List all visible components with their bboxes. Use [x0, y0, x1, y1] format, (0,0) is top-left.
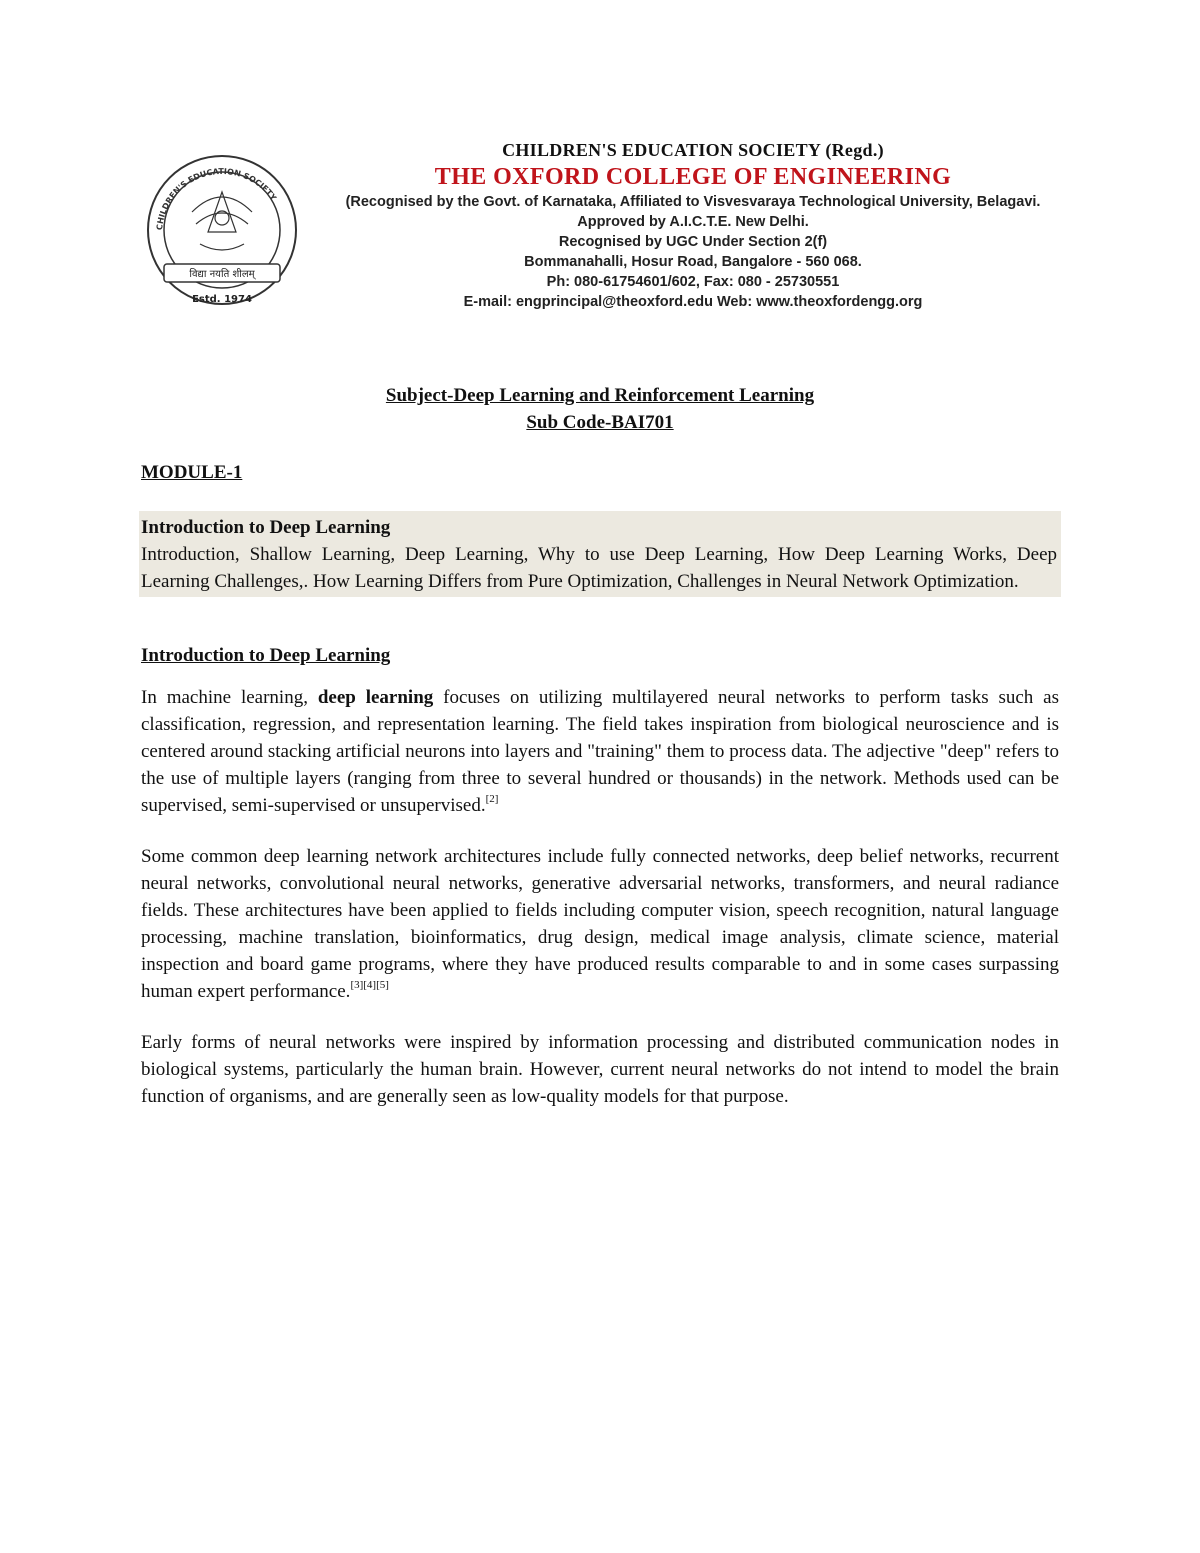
- college-name: THE OXFORD COLLEGE OF ENGINEERING: [434, 164, 952, 190]
- p1-bold-term: deep learning: [317, 687, 434, 708]
- approval-line: Approved by A.I.C.T.E. New Delhi.: [577, 214, 809, 230]
- syllabus-box: [139, 511, 1061, 597]
- citation-ref[interactable]: [2]: [485, 792, 499, 805]
- paragraph-3: Early forms of neural networks were inspired by information processing and distributed communication nodes in biological systems, particularly the human brain. However, current neural networks do not intend to model the brain function of organisms, and are generally seen as low-quality models for that purpose.: [141, 1032, 1059, 1107]
- syllabus-topics: Introduction, Shallow Learning, Deep Learning, Why to use Deep Learning, How Deep Learning Works, Deep Learning Challenges,. How Learning Differs from Pure Optimization, Challenges in Neural Network Optimization.: [141, 544, 1057, 592]
- seal-motto: विद्या नयति शीलम्: [189, 269, 255, 280]
- seal-arc-text: CHILDREN'S EDUCATION SOCIETY: [155, 166, 278, 231]
- college-seal-logo: [140, 152, 304, 316]
- p1-text-end: focuses on utilizing multilayered neural networks to perform tasks such as classification, regression, and representation learning. The field takes inspiration from biological neuroscience and is centered around stacking artificial neurons into layers and "training" them to process data. The adjective "deep" refers to the use of multiple layers (ranging from three to several hundred or thousands) in the network. Methods used can be supervised, semi-supervised or unsupervised.: [141, 687, 1059, 816]
- paragraph-2: [141, 843, 1059, 1005]
- document-body: [141, 382, 1059, 1110]
- address-line: Bommanahalli, Hosur Road, Bangalore - 560 068.: [524, 254, 862, 270]
- subject-title: Subject-Deep Learning and Reinforcement Learning: [385, 385, 815, 406]
- letterhead-text: [308, 130, 1078, 312]
- subject-code: Sub Code-BAI701: [526, 412, 674, 433]
- recognition-line: (Recognised by the Govt. of Karnataka, Affiliated to Visvesvaraya Technological University, Belagavi.: [345, 194, 1041, 210]
- citation-ref[interactable]: [3][4][5]: [350, 978, 389, 991]
- p1-text-start: In machine learning,: [141, 687, 318, 708]
- section-heading: Introduction to Deep Learning: [141, 645, 391, 666]
- society-name: CHILDREN'S EDUCATION SOCIETY (Regd.): [502, 140, 884, 160]
- ugc-line: Recognised by UGC Under Section 2(f): [558, 234, 828, 250]
- contact-line: E-mail: engprincipal@theoxford.edu Web: www.theoxfordengg.org: [463, 294, 923, 310]
- p2-text: Some common deep learning network architectures include fully connected networks, deep belief networks, recurrent neural networks, convolutional neural networks, generative adversarial networks, transformers, and neural radiance fields. These architectures have been applied to fields including computer vision, speech recognition, natural language processing, machine translation, bioinformatics, drug design, medical image analysis, climate science, material inspection and board game programs, where they have produced results comparable to and in some cases surpassing human expert performance.: [141, 846, 1059, 1002]
- module-heading: MODULE-1: [141, 462, 243, 483]
- seal-established: Estd. 1974: [192, 294, 252, 305]
- seal-emblem: [192, 192, 252, 250]
- syllabus-title: Introduction to Deep Learning: [141, 517, 391, 538]
- svg-text:CHILDREN'S EDUCATION SOCIETY: [155, 167, 278, 231]
- letterhead: [138, 130, 1078, 320]
- paragraph-1: [141, 684, 1059, 819]
- phone-line: Ph: 080-61754601/602, Fax: 080 - 25730551: [546, 274, 840, 290]
